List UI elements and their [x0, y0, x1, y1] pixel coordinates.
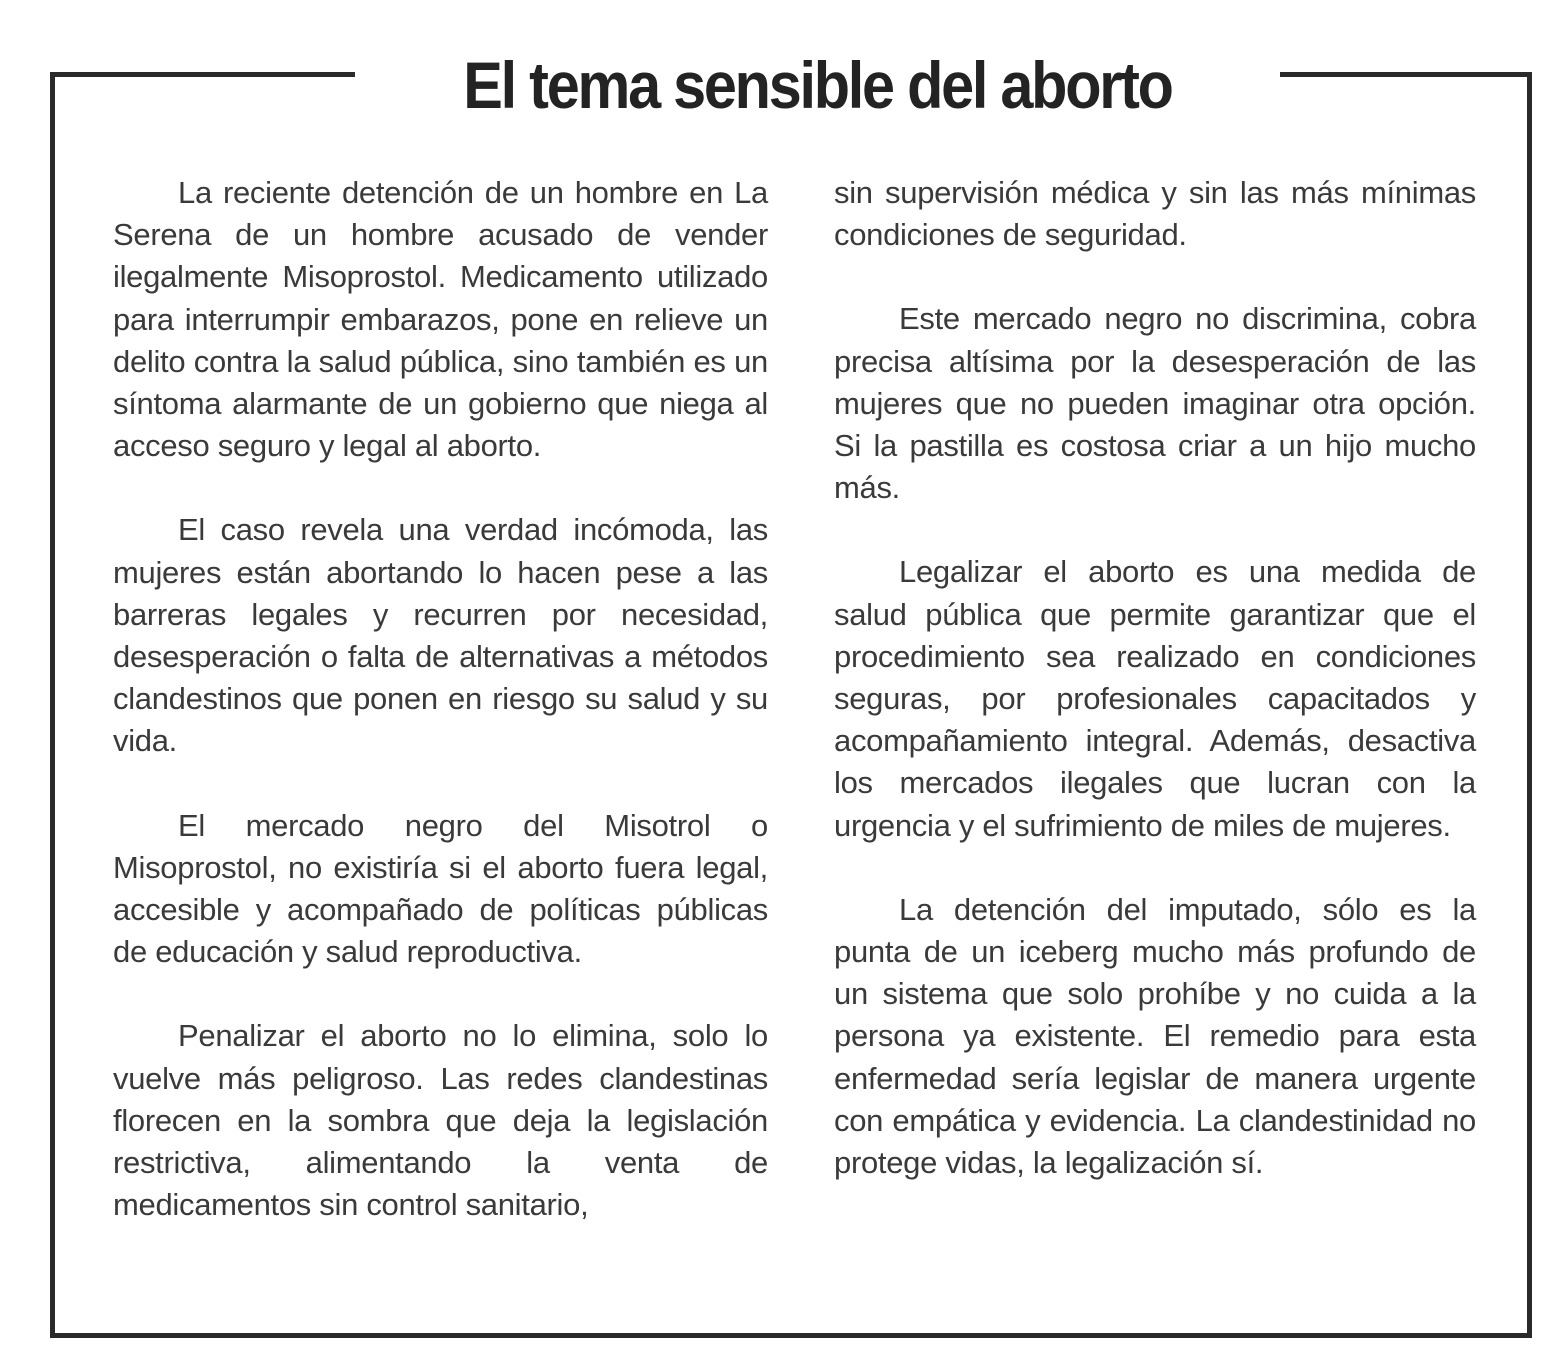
paragraph: La detención del imputado, sólo es la punta de un iceberg mucho más profundo de un sistema que solo prohíbe y no cuida a la persona ya existente. El remedio para esta enfermedad sería legislar de manera urgente con empática y evidencia. La clandestinidad no protege vidas, la legalización sí. — [834, 891, 1476, 1181]
paragraph: El mercado negro del Misotrol o Misoprostol, no existiría si el aborto fuera legal, accesible y acompañado de políticas públicas de educación y salud reproductiva. — [113, 807, 768, 970]
paragraph: sin supervisión médica y sin las más mínimas condiciones de seguridad. — [834, 175, 1476, 253]
paragraph: La reciente detención de un hombre en La Serena de un hombre acusado de vender ilegalmente Misoprostol. Medicamento utilizado para interrumpir embarazos, pone en relieve un delito contra la salud pública, sino también es un síntoma alarmante de un gobierno que niega al acceso seguro y legal al aborto. — [113, 175, 768, 464]
paragraph: El caso revela una verdad incómoda, las mujeres están abortando lo hacen pese a las barreras legales y recurren por necesidad, desesperación o falta de alternativas a métodos clandestinos que ponen en riesgo su salud y su vida. — [113, 512, 768, 759]
article-title: El tema sensible del aborto — [463, 48, 1172, 122]
paragraph: Penalizar el aborto no lo elimina, solo lo vuelve más peligroso. Las redes clandestinas florecen en la sombra que deja la legislación restrictiva, alimentando la venta de medicamentos sin control sanitario, — [113, 1018, 768, 1223]
paragraph: Este mercado negro no discrimina, cobra precisa altísima por la desesperación de las mujeres que no pueden imaginar otra opción. Si la pastilla es costosa criar a un hijo mucho más. — [834, 301, 1476, 506]
left-column — [113, 172, 768, 1268]
paragraph: Legalizar el aborto es una medida de salud pública que permite garantizar que el procedimiento sea realizado en condiciones seguras, por profesionales capacitados y acompañamiento integral. Además, desactiva los mercados ilegales que lucran con la urgencia y el sufrimiento de miles de mujeres. — [834, 554, 1476, 843]
right-column — [834, 172, 1476, 1226]
